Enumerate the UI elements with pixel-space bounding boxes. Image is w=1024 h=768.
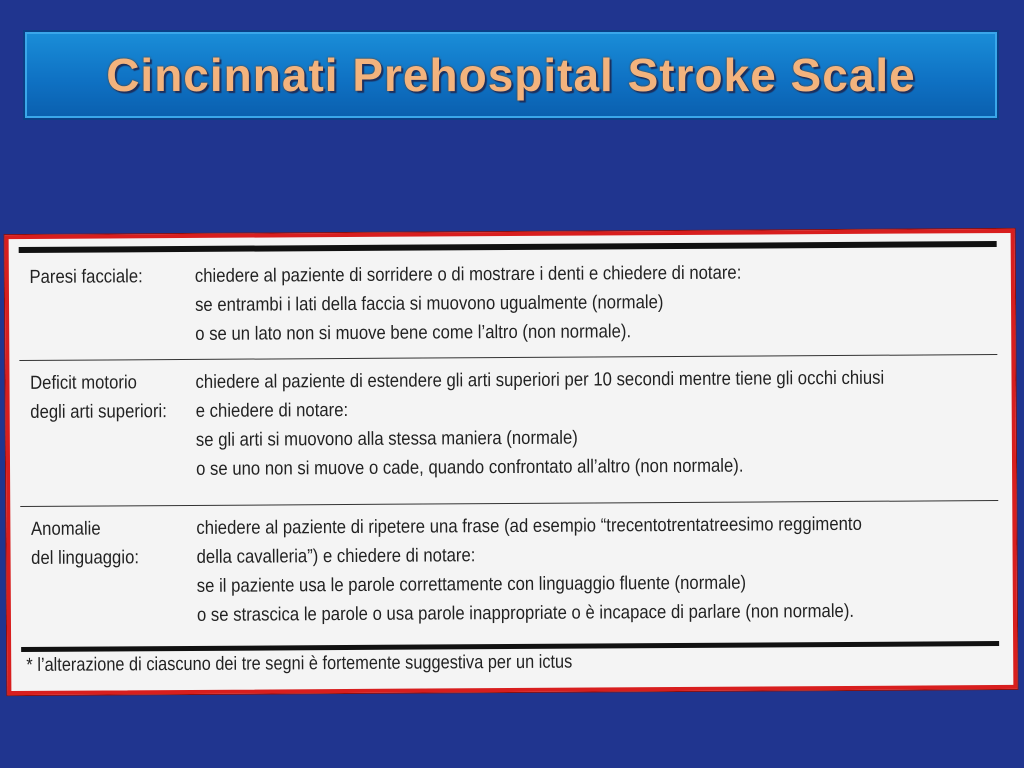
row-description-line: se il paziente usa le parole correttamente con linguaggio fluente (normale) xyxy=(196,572,747,597)
row-description-line: o se uno non si muove o cade, quando confrontato all’altro (non normale). xyxy=(195,455,744,480)
row-description-line: o se strascica le parole o usa parole inappropriate o è incapace di parlare (non normale). xyxy=(196,600,855,626)
row-label-line: Anomalie xyxy=(30,518,101,540)
slide-title: Cincinnati Prehospital Stroke Scale xyxy=(106,49,916,101)
table-content xyxy=(19,241,1000,683)
table-row-facial-paresis xyxy=(19,247,998,361)
row-label-line: del linguaggio: xyxy=(31,547,140,569)
row-label xyxy=(19,368,175,506)
row-description-line: chiedere al paziente di ripetere una frase (ad esempio “trecentotrentatreesimo reggimento xyxy=(196,513,862,539)
footnote: * l’alterazione di ciascuno dei tre segni è fortemente suggestiva per un ictus xyxy=(26,651,573,676)
row-label xyxy=(19,262,174,360)
row-description-line: o se un lato non si muove bene come l’altro (non normale). xyxy=(195,321,632,345)
row-description xyxy=(195,364,902,505)
row-label xyxy=(20,514,176,647)
stroke-scale-table xyxy=(5,229,1018,695)
row-description-line: chiedere al paziente di estendere gli arti superiori per 10 secondi mentre tiene gli occhi chiusi xyxy=(195,367,885,393)
row-description-line: se entrambi i lati della faccia si muovono ugualmente (normale) xyxy=(194,292,664,316)
row-label-line: degli arti superiori: xyxy=(30,401,167,423)
row-description-line: della cavalleria”) e chiedere di notare: xyxy=(196,545,476,568)
row-description xyxy=(195,258,901,359)
row-description-line: se gli arti si muovono alla stessa maniera (normale) xyxy=(195,427,578,451)
row-description-line: chiedere al paziente di sorridere o di mostrare i denti e chiedere di notare: xyxy=(194,262,742,287)
row-description xyxy=(196,510,903,646)
title-bar xyxy=(23,30,999,120)
row-label-line: Paresi facciale: xyxy=(29,266,143,288)
table-row-arm-drift xyxy=(19,355,998,507)
row-description-line: e chiedere di notare: xyxy=(195,399,349,422)
table-row-speech-abnormality xyxy=(20,501,999,647)
row-label-line: Deficit motorio xyxy=(30,372,137,394)
